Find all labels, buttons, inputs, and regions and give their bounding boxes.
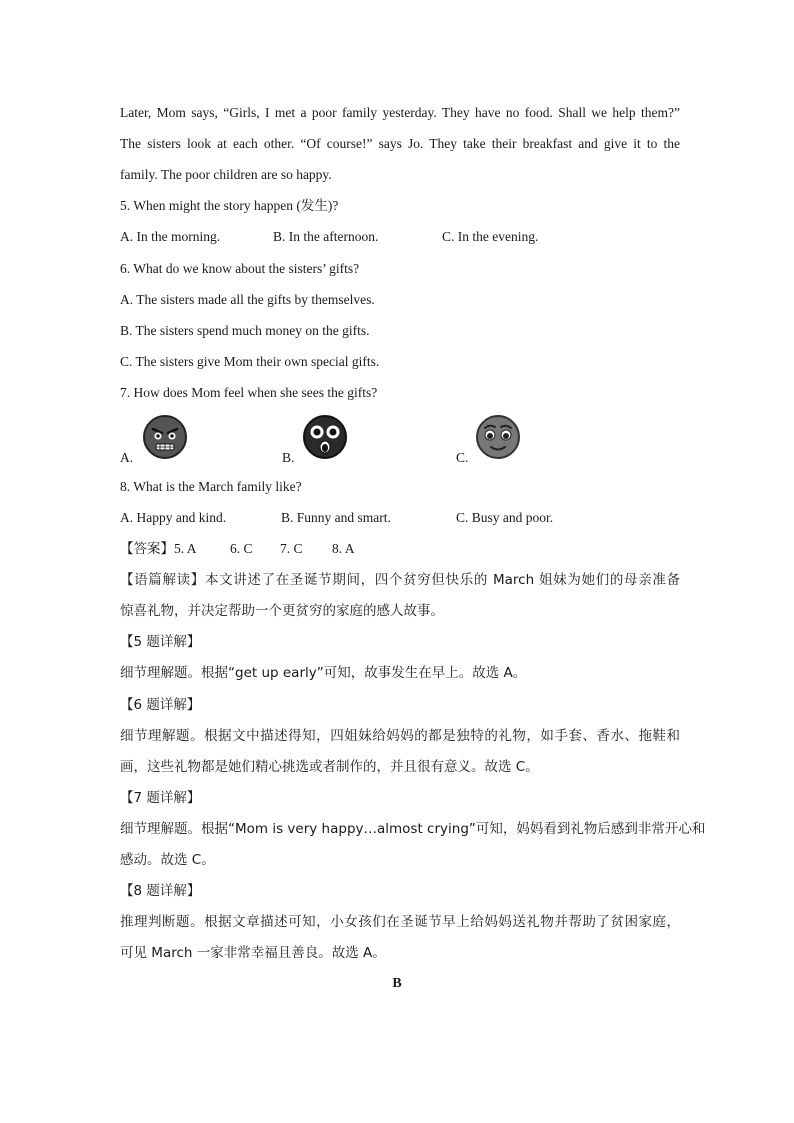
q7-option-c: C.: [456, 450, 469, 465]
detail-5-line-1: 细节理解题。根据“get up early”可知，故事发生在早上。故选 A。: [120, 665, 527, 681]
detail-8-line-1: 推理判断题。根据文章描述可知，小女孩们在圣诞节早上给妈妈送礼物并帮助了贫困家庭，: [120, 914, 680, 930]
question-5-stem: 5. When might the story happen (发生)?: [120, 198, 339, 213]
detail-8-line-2: 可见 March 一家非常幸福且善良。故选 A。: [120, 945, 386, 961]
interpretation-line-1: [120, 571, 680, 589]
detail-8-heading: 【8 题详解】: [120, 883, 201, 899]
shocked-face-icon: [302, 414, 348, 460]
q8-option-a: A. Happy and kind.: [120, 510, 227, 525]
answer-item-6: 6. C: [230, 541, 253, 556]
interpretation-label: 【语篇解读】: [120, 572, 205, 588]
q8-option-b: B. Funny and smart.: [281, 510, 391, 525]
detail-6-line-1: 细节理解题。根据文中描述得知，四姐妹给妈妈的都是独特的礼物，如手套、香水、拖鞋和: [120, 728, 680, 744]
section-letter: B: [392, 976, 402, 991]
detail-7-heading: 【7 题详解】: [120, 790, 201, 806]
question-8-stem: 8. What is the March family like?: [120, 479, 302, 494]
interpretation-text-1: 本文讲述了在圣诞节期间，四个贫穷但快乐的 March 姐妹为她们的母亲准备: [204, 572, 681, 588]
q5-option-a: A. In the morning.: [120, 229, 221, 244]
touched-face-icon: [475, 414, 521, 460]
passage-line-3: family. The poor children are so happy.: [120, 167, 332, 182]
q7-option-a: A.: [120, 450, 134, 465]
detail-5-heading: 【5 题详解】: [120, 634, 201, 650]
q6-option-a: A. The sisters made all the gifts by themselves.: [120, 292, 375, 307]
answer-line: [120, 540, 680, 558]
answer-item-7: 7. C: [280, 541, 303, 556]
q5-option-c: C. In the evening.: [442, 229, 539, 244]
q6-option-b: B. The sisters spend much money on the gifts.: [120, 323, 370, 338]
detail-6-heading: 【6 题详解】: [120, 697, 201, 713]
passage-line-2: The sisters look at each other. “Of course!” says Jo. They take their breakfast and give it to the: [120, 136, 680, 151]
q5-option-b: B. In the afternoon.: [273, 229, 379, 244]
q8-option-c: C. Busy and poor.: [456, 510, 554, 525]
detail-7-line-1: 细节理解题。根据“Mom is very happy…almost crying”可知，妈妈看到礼物后感到非常开心和: [120, 821, 706, 837]
question-6-stem: 6. What do we know about the sisters’ gifts?: [120, 261, 360, 276]
detail-7-line-2: 感动。故选 C。: [120, 852, 215, 868]
answer-label: 【答案】: [120, 541, 174, 557]
q6-option-c: C. The sisters give Mom their own special gifts.: [120, 354, 380, 369]
q7-option-b: B.: [282, 450, 295, 465]
angry-face-icon: [142, 414, 188, 460]
detail-6-line-2: 画，这些礼物都是她们精心挑选或者制作的，并且很有意义。故选 C。: [120, 759, 539, 775]
interpretation-line-2: 惊喜礼物，并决定帮助一个更贫穷的家庭的感人故事。: [120, 603, 444, 619]
answer-item-5: 5. A: [174, 541, 197, 556]
passage-line-1: Later, Mom says, “Girls, I met a poor family yesterday. They have no food. Shall we help them?”: [120, 105, 680, 120]
answer-item-8: 8. A: [332, 541, 355, 556]
question-7-stem: 7. How does Mom feel when she sees the gifts?: [120, 385, 378, 400]
